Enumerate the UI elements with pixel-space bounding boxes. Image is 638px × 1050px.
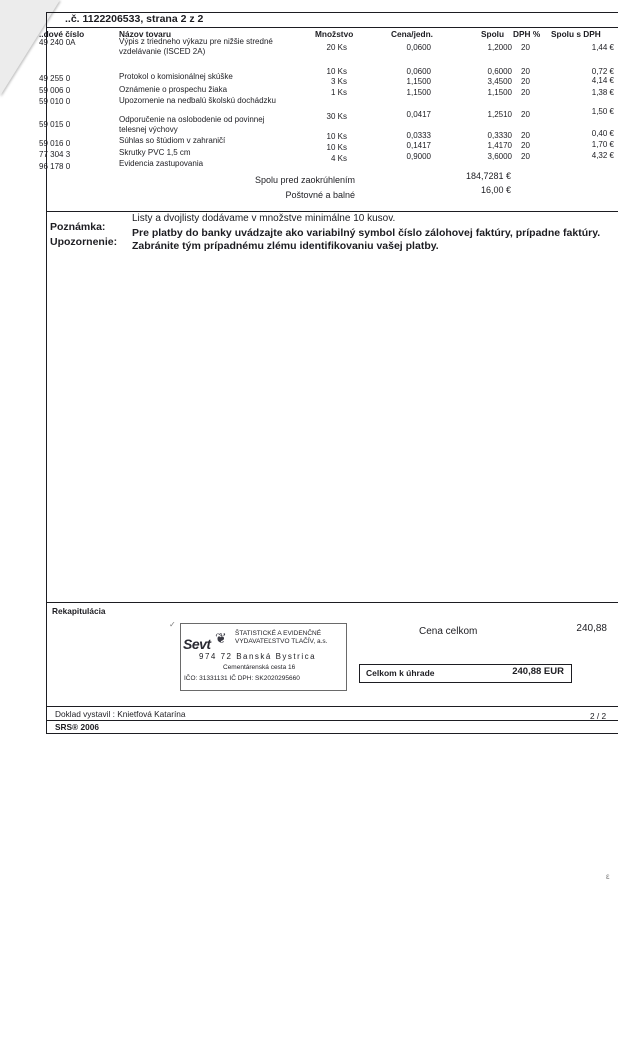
stamp-street: Cementárenská cesta 16: [223, 664, 296, 671]
end-rule: [47, 733, 618, 734]
item-total-vat: 0,40 €: [591, 129, 614, 138]
item-name: Výpis z triedneho výkazu pre nižšie stredné vzdelávanie (ISCED 2A): [119, 37, 273, 56]
item-qty: 1 Ks: [330, 88, 347, 97]
item-name: Upozornenie na nedbalú školskú dochádzku: [119, 96, 276, 105]
item-name: Skrutky PVC 1,5 cm: [119, 148, 191, 157]
item-qty: 3 Ks: [330, 77, 347, 86]
warning-label: Upozornenie:: [50, 236, 118, 248]
stamp-city: 974 72 Banská Bystrica: [199, 652, 317, 661]
item-qty: 4 Ks: [330, 154, 347, 163]
item-code: 59 010 0: [39, 97, 71, 106]
item-qty: 10 Ks: [326, 143, 347, 152]
item-unit-price: 1,1500: [406, 77, 431, 86]
item-unit-price: 1,1500: [406, 88, 431, 97]
item-name: Protokol o komisionálnej skúške: [119, 72, 233, 81]
item-vat: 20: [521, 131, 530, 140]
page-number: 2 / 2: [590, 711, 607, 721]
col-header-name: Názov tovaru: [119, 29, 172, 39]
warning-text: Pre platby do banky uvádzajte ako variabilný symbol číslo zálohovej faktúry, prípadne faktúry. Zabránite tým prípadnému zlému identifikovaniu vašej platby.: [132, 227, 601, 252]
item-total: 0,6000: [487, 67, 512, 76]
item-vat: 20: [521, 110, 530, 119]
item-unit-price: 0,0417: [406, 110, 431, 119]
item-code: 59 006 0: [39, 86, 71, 95]
item-vat: 20: [521, 88, 530, 97]
item-vat: 20: [521, 67, 530, 76]
subtotal-label: Spolu pred zaokrúhlením: [254, 175, 355, 185]
item-total: 3,6000: [487, 152, 512, 161]
item-total-vat: 0,72 €: [591, 67, 614, 76]
item-total: 3,4500: [487, 77, 512, 86]
item-total-vat: 1,44 €: [591, 43, 614, 52]
stamp-line1: ŠTATISTICKÉ A EVIDENČNÉ: [235, 630, 322, 637]
payment-box: [359, 664, 572, 683]
item-unit-price: 0,1417: [406, 141, 431, 150]
pay-label: Celkom k úhrade: [366, 668, 435, 678]
stamp-ids: IČO: 31331131 IČ DPH: SK2020295660: [184, 675, 300, 682]
item-name: Odporučenie na oslobodenie od povinnej telesnej výchovy: [119, 115, 265, 134]
item-name: Oznámenie o prospechu žiaka: [119, 85, 228, 94]
item-name: Súhlas so štúdiom v zahraničí: [119, 136, 226, 145]
item-code: 96 178 0: [39, 162, 71, 171]
note-text: Listy a dvojlisty dodávame v množstve minimálne 10 kusov.: [132, 213, 396, 224]
recap-rule: [47, 602, 618, 603]
postage-label: Poštovné a balné: [285, 190, 355, 200]
item-qty: 10 Ks: [326, 67, 347, 76]
col-header-total: Spolu: [481, 29, 505, 39]
sevt-logo: Sevt: [183, 636, 211, 652]
item-unit-price: 0,0600: [406, 43, 431, 52]
bottom-rule: [47, 720, 618, 721]
pen-mark: ✓: [169, 620, 176, 629]
item-total: 0,3330: [487, 131, 512, 140]
item-code: 49 255 0: [39, 74, 71, 83]
item-total: 1,4170: [487, 141, 512, 150]
item-vat: 20: [521, 141, 530, 150]
item-total-vat: 1,70 €: [591, 140, 614, 149]
item-total: 1,2000: [487, 43, 512, 52]
recap-label: Rekapitulácia: [52, 606, 106, 616]
item-code: 59 015 0: [39, 120, 71, 129]
item-qty: 20 Ks: [326, 43, 347, 52]
col-header-vat: DPH %: [513, 29, 541, 39]
item-code: 49 240 0A: [39, 38, 76, 47]
header-rule: [47, 27, 618, 28]
pay-value: 240,88 EUR: [512, 666, 564, 677]
swirl-icon: ❦: [215, 630, 227, 646]
postage-value: 16,00 €: [480, 185, 511, 195]
scan-speck: ε: [606, 872, 610, 881]
item-total-vat: 1,50 €: [591, 107, 614, 116]
col-header-unit-price: Cena/jedn.: [391, 29, 433, 39]
item-total-vat: 4,14 €: [591, 76, 614, 85]
item-qty: 10 Ks: [326, 132, 347, 141]
item-total: 1,2510: [487, 110, 512, 119]
stamp-line2: VYDAVATEĽSTVO TLAČÍV, a.s.: [235, 638, 328, 645]
item-code: 59 016 0: [39, 139, 71, 148]
subtotal-value: 184,7281 €: [465, 171, 511, 181]
col-header-qty: Množstvo: [315, 29, 354, 39]
item-unit-price: 0,0600: [406, 67, 431, 76]
item-vat: 20: [521, 43, 530, 52]
item-total-vat: 4,32 €: [591, 151, 614, 160]
document-title: ..č. 1122206533, strana 2 z 2: [65, 13, 204, 25]
item-vat: 20: [521, 152, 530, 161]
notes-rule: [47, 211, 618, 212]
item-unit-price: 0,9000: [406, 152, 431, 161]
col-header-total-vat: Spolu s DPH: [551, 29, 601, 39]
item-total-vat: 1,38 €: [591, 88, 614, 97]
item-unit-price: 0,0333: [406, 131, 431, 140]
item-vat: 20: [521, 77, 530, 86]
company-stamp: [180, 623, 347, 691]
col-header-code: ..dové číslo: [39, 29, 85, 39]
item-qty: 30 Ks: [326, 112, 347, 121]
item-name: Evidencia zastupovania: [119, 159, 204, 168]
issued-by: Doklad vystavil : Knietfová Katarína: [55, 709, 186, 719]
item-code: 77 304 3: [39, 150, 71, 159]
footer-rule: [47, 706, 618, 707]
total-value: 240,88: [576, 623, 607, 634]
note-label: Poznámka:: [50, 221, 106, 233]
software-label: SRS® 2006: [55, 722, 99, 732]
item-total: 1,1500: [487, 88, 512, 97]
total-label: Cena celkom: [419, 626, 478, 637]
